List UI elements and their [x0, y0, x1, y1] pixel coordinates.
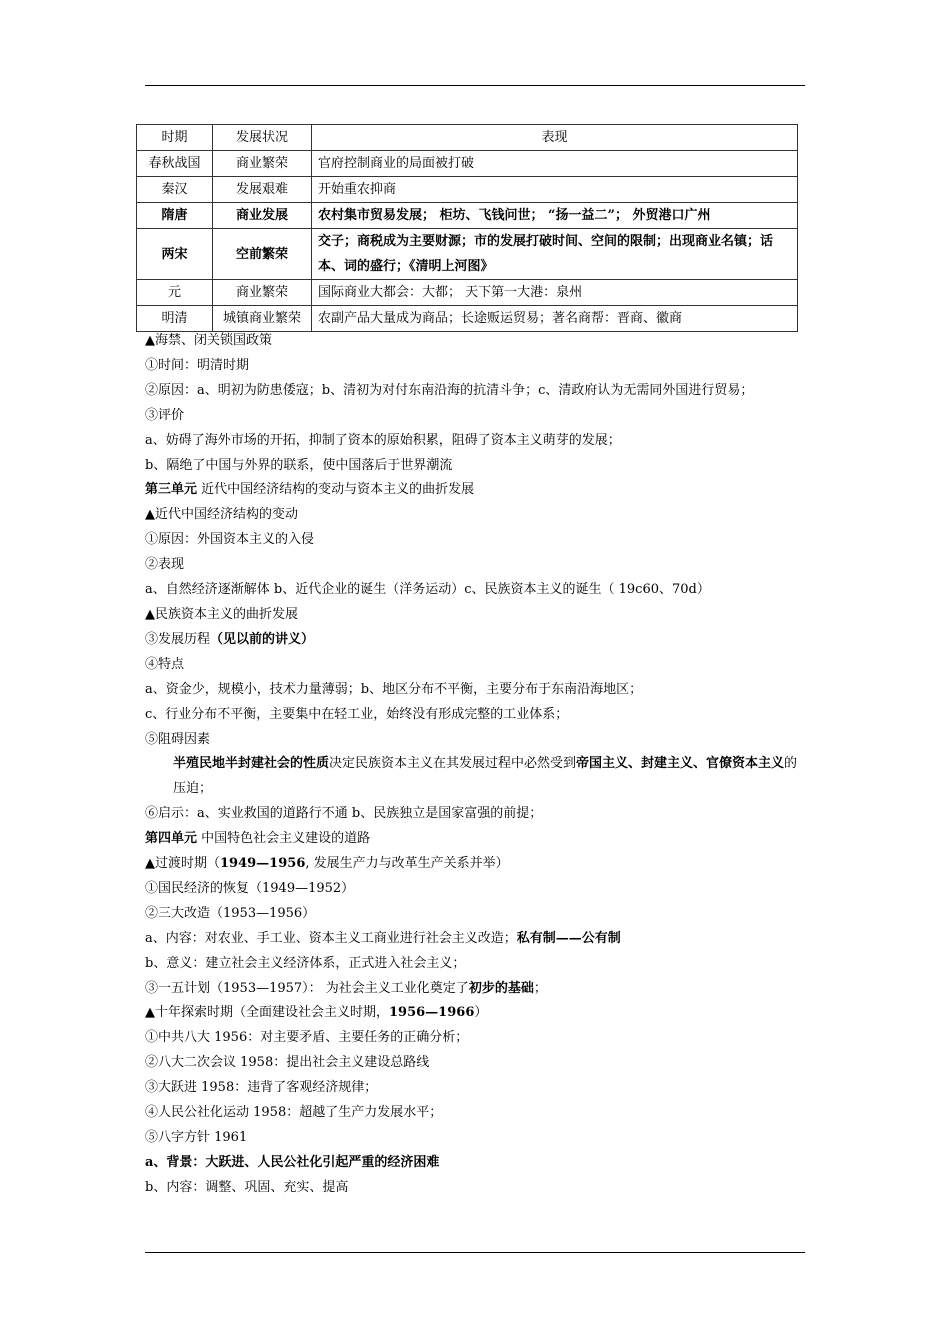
unit-title: 中国特色社会主义建设的道路 [197, 831, 371, 847]
text-span: 的压迫； [173, 756, 798, 797]
text-line: ①原因：外国资本主义的入侵 [145, 532, 315, 548]
text-line: ④特点 [145, 656, 185, 672]
text-line: ⑥启示：a、实业救国的道路行不通 b、民族独立是国家富强的前提； [145, 806, 543, 822]
row-detail: 交子；商税成为主要财源；市的发展打破时间、空间的限制；出现商业名镇；话本、词的盛行；《清明上河图》 [312, 229, 798, 280]
text-span: ▲过渡时期（ [145, 856, 220, 872]
text-line: a、资金少，规模小，技术力量薄弱；b、地区分布不平衡，主要分布于东南沿海地区； [145, 681, 643, 697]
text-line: b、隔绝了中国与外界的联系，使中国落后于世界潮流 [145, 457, 453, 473]
row-detail: 开始重农抑商 [312, 177, 798, 203]
text-line: ②原因：a、明初为防患倭寇；b、清初为对付东南沿海的抗清斗争；c、清政府认为无需同外国进行贸易； [145, 382, 754, 398]
bold-span: 半殖民地半封建社会的性质 [173, 756, 330, 772]
header-rule [145, 85, 805, 86]
row-period: 明清 [137, 306, 213, 332]
text-line: a、自然经济逐渐解体 b、近代企业的诞生（洋务运动）c、民族资本主义的诞生（ 19c60、70d） [145, 582, 710, 598]
text-line: ①国民经济的恢复（1949—1952） [145, 880, 355, 896]
table-row [137, 306, 798, 332]
row-period: 元 [137, 280, 213, 306]
text-line: b、内容：调整、巩固、充实、提高 [145, 1179, 349, 1195]
bold-span: 1956—1966 [389, 1005, 475, 1021]
section-heading: ▲海禁、闭关锁国政策 [145, 333, 272, 348]
unit-heading [145, 478, 810, 503]
text-span: 决定民族资本主义在其发展过程中必然受到 [329, 756, 577, 772]
footer-rule [145, 1252, 805, 1253]
text-line: ①时间：明清时期 [145, 357, 250, 373]
bold-span: 初步的基础 [468, 980, 534, 996]
bold-span: 帝国主义、封建主义、官僚资本主义 [576, 756, 785, 772]
unit-heading [145, 827, 810, 852]
row-period: 秦汉 [137, 177, 213, 203]
text-line: ⑤阻碍因素 [145, 731, 211, 747]
header-detail: 表现 [312, 125, 798, 151]
section-heading [145, 1001, 810, 1026]
row-detail: 国际商业大都会：大都； 天下第一大港：泉州 [312, 280, 798, 306]
text-line: ③评价 [145, 407, 185, 423]
table-header-row [137, 125, 798, 151]
text-span: , 发展生产力与改革生产关系并举） [305, 856, 509, 872]
text-line [145, 628, 810, 653]
row-status: 城镇商业繁荣 [213, 306, 312, 332]
text-span: ③一五计划（1953—1957）： 为社会主义工业化奠定了 [145, 980, 469, 996]
text-span: ； [533, 980, 547, 996]
text-line: b、意义：建立社会主义经济体系，正式进入社会主义； [145, 955, 466, 971]
row-period: 两宋 [137, 229, 213, 280]
table-row [137, 203, 798, 229]
table-row [137, 177, 798, 203]
row-status: 空前繁荣 [213, 229, 312, 280]
bold-span: a、背景：大跃进、人民公社化引起严重的经济困难 [145, 1154, 440, 1170]
unit-title: 近代中国经济结构的变动与资本主义的曲折发展 [197, 482, 475, 498]
text-line: ⑤八字方针 1961 [145, 1130, 248, 1145]
text-line: ②八大二次会议 1958：提出社会主义建设总路线 [145, 1055, 430, 1071]
text-paragraph [145, 752, 810, 802]
header-period: 时期 [137, 125, 213, 151]
row-status: 商业繁荣 [213, 151, 312, 177]
row-period: 春秋战国 [137, 151, 213, 177]
text-span: a、内容：对农业、手工业、资本主义工商业进行社会主义改造； [145, 930, 517, 946]
unit-label: 第四单元 [145, 831, 198, 847]
text-line [145, 977, 810, 1002]
text-line: ②表现 [145, 557, 185, 573]
commerce-history-table [136, 124, 798, 332]
row-detail: 农副产品大量成为商品；长途贩运贸易；著名商帮：晋商、徽商 [312, 306, 798, 332]
text-line: a、妨碍了海外市场的开拓，抑制了资本的原始积累，阻碍了资本主义萌芽的发展； [145, 432, 621, 448]
text-line [145, 927, 810, 952]
unit-label: 第三单元 [145, 482, 198, 498]
row-status: 商业繁荣 [213, 280, 312, 306]
section-heading: ▲近代中国经济结构的变动 [145, 507, 298, 523]
text-line: c、行业分布不平衡，主要集中在轻工业，始终没有形成完整的工业体系； [145, 706, 569, 722]
text-line: ④人民公社化运动 1958：超越了生产力发展水平； [145, 1105, 443, 1121]
bold-span: 1949—1956 [220, 856, 306, 872]
row-detail: 农村集市贸易发展； 柜坊、飞钱问世； “扬一益二”； 外贸港口广州 [312, 203, 798, 229]
row-detail: 官府控制商业的局面被打破 [312, 151, 798, 177]
text-line [145, 1151, 810, 1176]
row-status: 发展艰难 [213, 177, 312, 203]
text-line: ③大跃进 1958：违背了客观经济规律； [145, 1080, 378, 1096]
section-heading [145, 852, 810, 877]
section-heading: ▲民族资本主义的曲折发展 [145, 606, 298, 622]
header-status: 发展状况 [213, 125, 312, 151]
row-status: 商业发展 [213, 203, 312, 229]
text-span: ③发展历程 [145, 631, 211, 647]
table-row [137, 280, 798, 306]
text-line: ①中共八大 1956：对主要矛盾、主要任务的正确分析； [145, 1030, 469, 1046]
row-period: 隋唐 [137, 203, 213, 229]
text-line: ②三大改造（1953—1956） [145, 905, 316, 921]
text-span: ▲十年探索时期（全面建设社会主义时期， [145, 1005, 389, 1021]
text-span: ） [474, 1005, 488, 1021]
bold-span: （见以前的讲义） [210, 631, 315, 647]
document-body [145, 329, 810, 1201]
bold-span: 私有制——公有制 [516, 930, 621, 946]
table-row [137, 151, 798, 177]
table-row [137, 229, 798, 280]
